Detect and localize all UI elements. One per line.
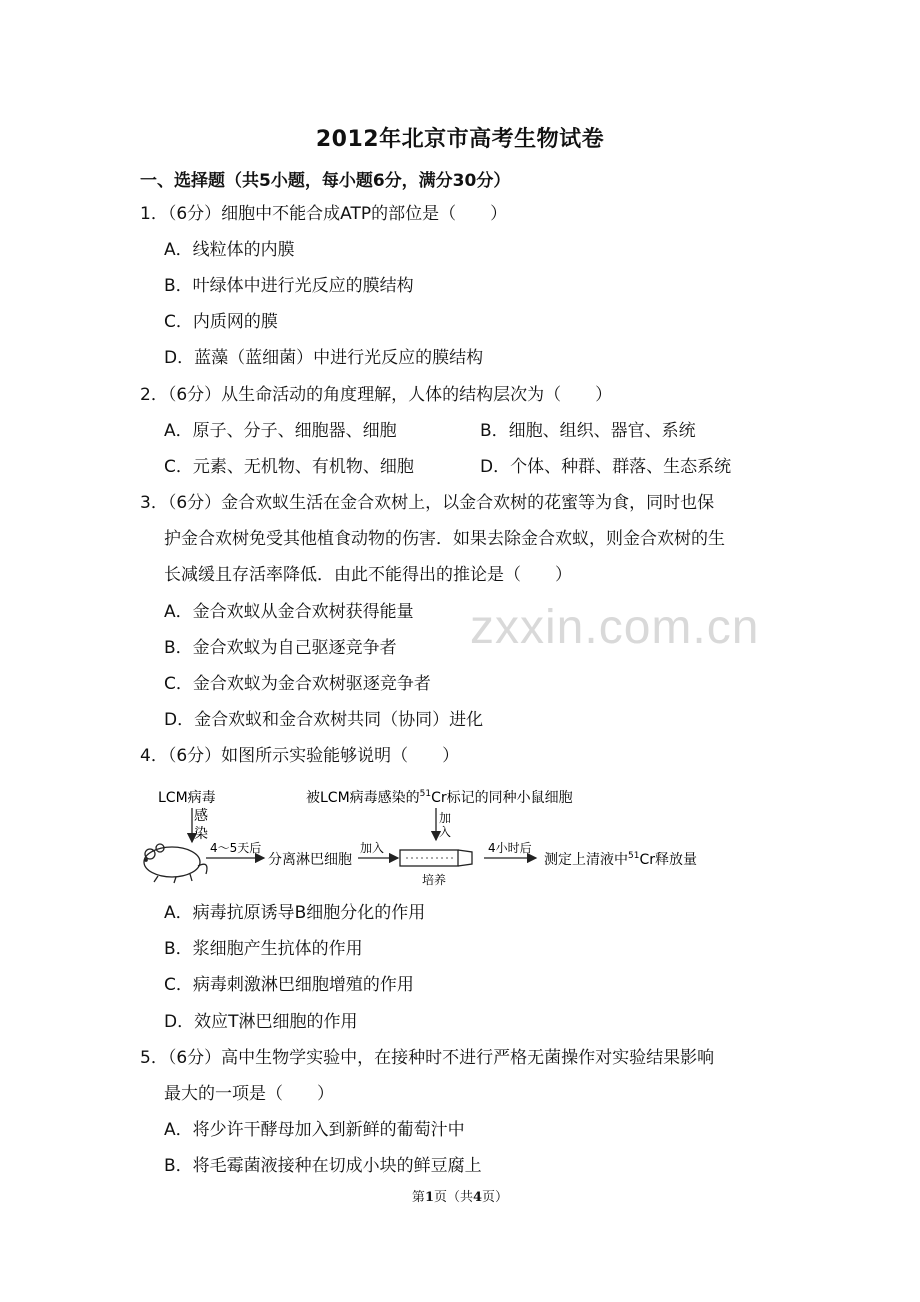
question-1-option-c[interactable]: C．内质网的膜 xyxy=(164,312,278,332)
question-3-stem-cont: 长减缓且存活率降低．由此不能得出的推论是（ ） xyxy=(164,565,572,585)
question-3-option-c[interactable]: C．金合欢蚁为金合欢树驱逐竞争者 xyxy=(164,674,431,694)
question-3-option-d[interactable]: D．金合欢蚁和金合欢树共同（协同）进化 xyxy=(164,710,484,730)
question-5-stem-cont: 最大的一项是（ ） xyxy=(164,1084,334,1104)
question-3-stem-cont: 护金合欢树免受其他植食动物的伤害．如果去除金合欢蚁，则金合欢树的生 xyxy=(164,529,725,549)
test-tube-icon xyxy=(400,850,472,866)
diagram-days: 4～5天后 xyxy=(210,841,262,855)
diagram-infect-1: 感 xyxy=(194,808,208,824)
diagram-top-label: 被LCM病毒感染的$^{51}$Cr标记的同种小鼠细胞 xyxy=(306,789,573,806)
question-4-option-d[interactable]: D．效应T淋巴细胞的作用 xyxy=(164,1012,358,1032)
question-2-option-c[interactable]: C．元素、无机物、有机物、细胞 xyxy=(164,457,414,477)
question-1-option-d[interactable]: D．蓝藻（蓝细菌）中进行光反应的膜结构 xyxy=(164,348,484,368)
diagram-add-v1: 加 xyxy=(439,811,452,825)
mouse-icon xyxy=(144,844,207,883)
section-heading: 一、选择题（共5小题，每小题6分，满分30分） xyxy=(140,171,511,191)
question-3-stem: 3．（6分）金合欢蚁生活在金合欢树上，以金合欢树的花蜜等为食，同时也保 xyxy=(140,493,715,513)
diagram-culture: 培养 xyxy=(422,873,447,887)
question-2-option-a[interactable]: A．原子、分子、细胞器、细胞 xyxy=(164,421,397,441)
question-5-option-b[interactable]: B．将毛霉菌液接种在切成小块的鲜豆腐上 xyxy=(164,1156,482,1176)
diagram-add: 加入 xyxy=(360,841,385,855)
question-4-option-b[interactable]: B．浆细胞产生抗体的作用 xyxy=(164,939,363,959)
diagram-lcm-virus: LCM病毒 xyxy=(158,790,216,806)
experiment-diagram xyxy=(136,782,706,890)
question-4-option-a[interactable]: A．病毒抗原诱导B细胞分化的作用 xyxy=(164,903,426,923)
question-5-stem: 5．（6分）高中生物学实验中，在接种时不进行严格无菌操作对实验结果影响 xyxy=(140,1048,715,1068)
diagram-measure: 测定上清液中$^{51}$Cr释放量 xyxy=(544,851,697,868)
question-2-option-b[interactable]: B．细胞、组织、器官、系统 xyxy=(480,421,696,441)
watermark: zxxin.com.cn xyxy=(470,601,760,654)
diagram-hours: 4小时后 xyxy=(488,841,532,855)
page-title: 2012年北京市高考生物试卷 xyxy=(315,127,605,152)
diagram-separate: 分离淋巴细胞 xyxy=(268,852,352,868)
question-1-option-b[interactable]: B．叶绿体中进行光反应的膜结构 xyxy=(164,276,414,296)
question-2-option-d[interactable]: D．个体、种群、群落、生态系统 xyxy=(480,457,732,477)
question-4-option-c[interactable]: C．病毒刺激淋巴细胞增殖的作用 xyxy=(164,975,414,995)
question-1-stem: 1．（6分）细胞中不能合成ATP的部位是（ ） xyxy=(140,204,508,224)
diagram-infect-2: 染 xyxy=(194,826,208,842)
page-footer: 第1页（共4页） xyxy=(411,1190,509,1205)
question-2-stem: 2．（6分）从生命活动的角度理解，人体的结构层次为（ ） xyxy=(140,385,613,405)
question-5-option-a[interactable]: A．将少许干酵母加入到新鲜的葡萄汁中 xyxy=(164,1120,465,1140)
question-3-option-b[interactable]: B．金合欢蚁为自己驱逐竞争者 xyxy=(164,638,397,658)
question-4-stem: 4．（6分）如图所示实验能够说明（ ） xyxy=(140,746,460,766)
question-3-option-a[interactable]: A．金合欢蚁从金合欢树获得能量 xyxy=(164,602,414,622)
diagram-add-v2: 入 xyxy=(439,825,452,839)
question-1-option-a[interactable]: A．线粒体的内膜 xyxy=(164,240,295,260)
